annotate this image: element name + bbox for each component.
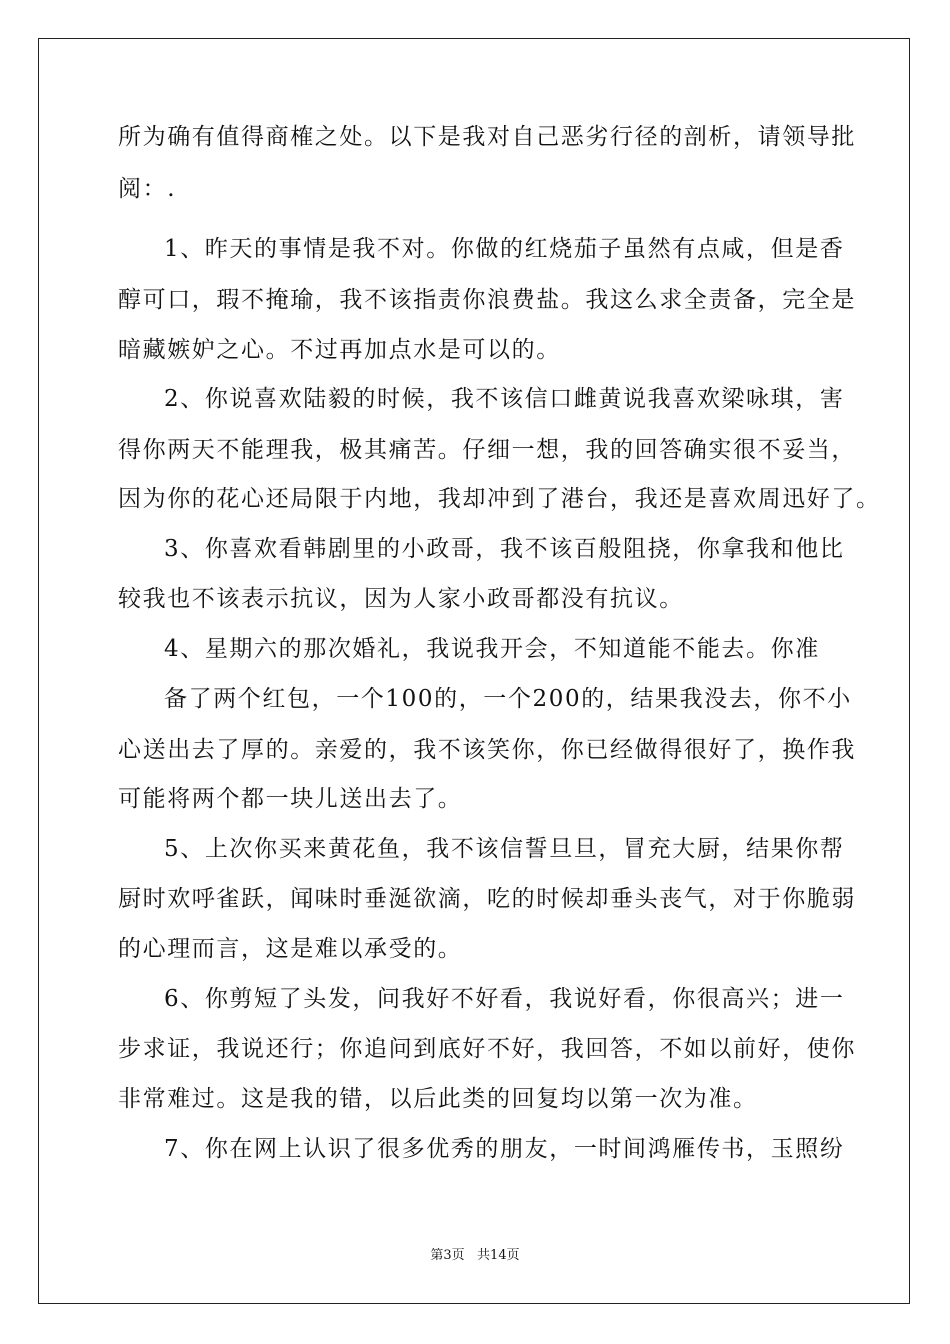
- text-line: 暗藏嫉妒之心。不过再加点水是可以的。: [118, 337, 561, 363]
- text-line: 阅：.: [118, 176, 177, 202]
- text-line: 6、你剪短了头发，问我好不好看，我说好看，你很高兴；进一: [164, 986, 845, 1012]
- text-line: 的心理而言，这是难以承受的。: [118, 936, 463, 962]
- text-line: 非常难过。这是我的错，以后此类的回复均以第一次为准。: [118, 1086, 758, 1112]
- text-line: 心送出去了厚的。亲爱的，我不该笑你，你已经做得很好了，换作我: [118, 737, 856, 763]
- text-line: 1、昨天的事情是我不对。你做的红烧茄子虽然有点咸，但是香: [164, 236, 845, 262]
- text-line: 醇可口，瑕不掩瑜，我不该指责你浪费盐。我这么求全责备，完全是: [118, 287, 856, 313]
- text-line: 2、你说喜欢陆毅的时候，我不该信口雌黄说我喜欢梁咏琪，害: [164, 386, 845, 412]
- text-line: 所为确有值得商榷之处。以下是我对自己恶劣行径的剖析，请领导批: [118, 124, 856, 150]
- text-line: 得你两天不能理我，极其痛苦。仔细一想，我的回答确实很不妥当，: [118, 437, 856, 463]
- text-line: 4、星期六的那次婚礼，我说我开会，不知道能不能去。你准: [164, 636, 820, 662]
- text-line: 厨时欢呼雀跃，闻味时垂涎欲滴，吃的时候却垂头丧气，对于你脆弱: [118, 886, 856, 912]
- text-line: 3、你喜欢看韩剧里的小政哥，我不该百般阻挠，你拿我和他比: [164, 536, 845, 562]
- text-line: 可能将两个都一块儿送出去了。: [118, 786, 463, 812]
- text-line: 较我也不该表示抗议，因为人家小政哥都没有抗议。: [118, 586, 684, 612]
- page-number-footer: 第3页 共14页: [430, 1248, 520, 1263]
- text-line: 因为你的花心还局限于内地，我却冲到了港台，我还是喜欢周迅好了。: [118, 486, 881, 512]
- text-line: 7、你在网上认识了很多优秀的朋友，一时间鸿雁传书，玉照纷: [164, 1136, 845, 1162]
- page-border: [38, 38, 910, 1304]
- text-line: 5、上次你买来黄花鱼，我不该信誓旦旦，冒充大厨，结果你帮: [164, 836, 845, 862]
- text-line: 步求证，我说还行；你追问到底好不好，我回答，不如以前好，使你: [118, 1036, 856, 1062]
- text-line: 备了两个红包，一个100的，一个200的，结果我没去，你不小: [164, 686, 852, 712]
